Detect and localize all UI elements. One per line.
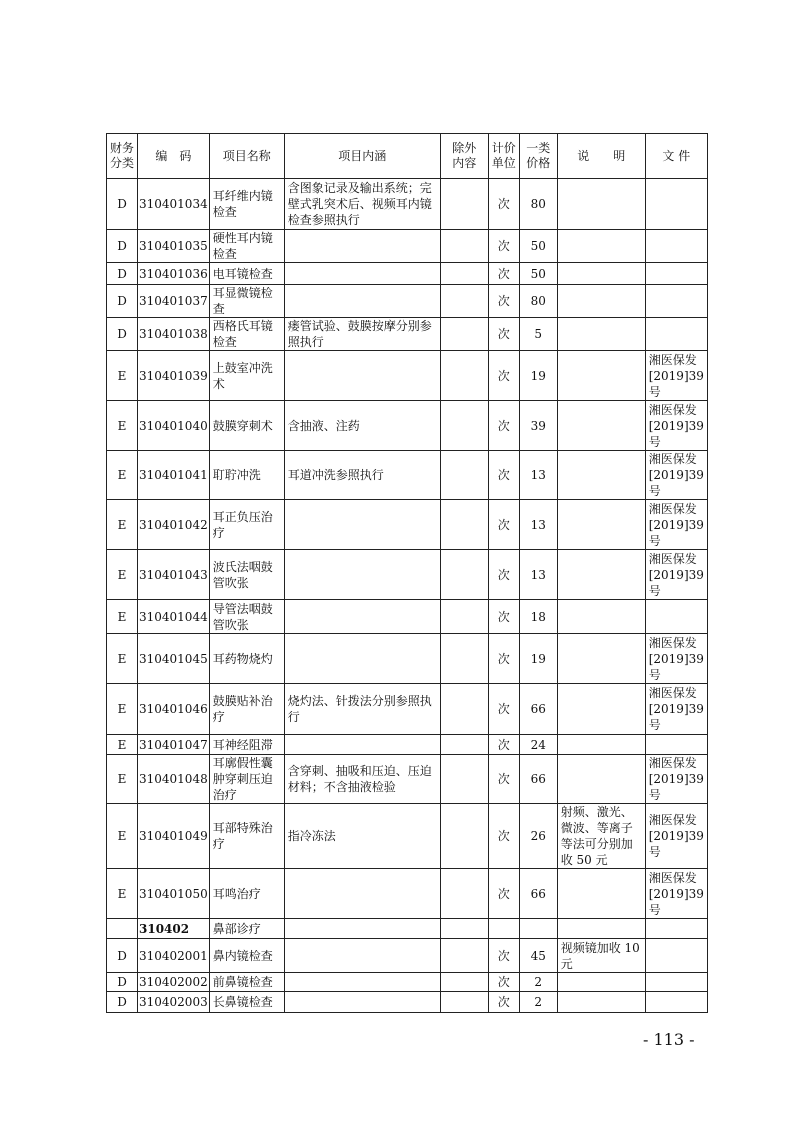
item-content-cell: [284, 634, 440, 684]
notes-cell: [557, 550, 645, 600]
notes-cell: [557, 973, 645, 992]
table-row: [107, 804, 708, 869]
unit-cell: 次: [488, 684, 519, 735]
table-row: [107, 869, 708, 919]
category-cell: D: [107, 992, 138, 1013]
notes-cell: [557, 230, 645, 263]
exclusions-cell: [440, 263, 488, 285]
unit-cell: 次: [488, 600, 519, 634]
unit-cell: 次: [488, 939, 519, 973]
price-cell: 13: [519, 451, 557, 500]
document-cell: [645, 919, 707, 939]
item-content-cell: [284, 992, 440, 1013]
exclusions-cell: [440, 600, 488, 634]
exclusions-cell: [440, 939, 488, 973]
notes-cell: [557, 600, 645, 634]
category-cell: D: [107, 939, 138, 973]
exclusions-cell: [440, 550, 488, 600]
item-name-cell: 耳鸣治疗: [209, 869, 284, 919]
item-content-cell: [284, 973, 440, 992]
category-cell: E: [107, 804, 138, 869]
price-cell: 19: [519, 634, 557, 684]
unit-cell: 次: [488, 285, 519, 318]
category-cell: D: [107, 973, 138, 992]
code-cell: 310401045: [138, 634, 210, 684]
notes-cell: [557, 869, 645, 919]
price-cell: 26: [519, 804, 557, 869]
item-content-cell: [284, 939, 440, 973]
unit-cell: 次: [488, 869, 519, 919]
code-cell: 310401038: [138, 318, 210, 351]
category-cell: E: [107, 351, 138, 401]
exclusions-cell: [440, 735, 488, 755]
exclusions-cell: [440, 451, 488, 500]
item-content-cell: 烧灼法、针拨法分别参照执行: [284, 684, 440, 735]
document-cell: [645, 735, 707, 755]
price-cell: 80: [519, 179, 557, 230]
category-cell: D: [107, 263, 138, 285]
item-name-cell: 波氏法咽鼓管吹张: [209, 550, 284, 600]
item-name-cell: 耵聍冲洗: [209, 451, 284, 500]
exclusions-cell: [440, 285, 488, 318]
price-cell: 2: [519, 992, 557, 1013]
document-cell: 湘医保发[2019]39号: [645, 684, 707, 735]
code-cell: 310401042: [138, 500, 210, 550]
code-cell: 310401037: [138, 285, 210, 318]
unit-cell: 次: [488, 351, 519, 401]
item-content-cell: [284, 351, 440, 401]
exclusions-cell: [440, 179, 488, 230]
item-content-cell: [284, 600, 440, 634]
code-cell: 310401046: [138, 684, 210, 735]
code-cell: 310401049: [138, 804, 210, 869]
notes-cell: [557, 755, 645, 804]
document-cell: [645, 939, 707, 973]
table-row: [107, 318, 708, 351]
unit-cell: 次: [488, 500, 519, 550]
notes-cell: 视频镜加收 10 元: [557, 939, 645, 973]
document-cell: [645, 600, 707, 634]
header-unit: 计价 单位: [488, 134, 519, 179]
document-cell: 湘医保发[2019]39号: [645, 804, 707, 869]
document-cell: [645, 318, 707, 351]
notes-cell: [557, 179, 645, 230]
item-content-cell: [284, 500, 440, 550]
price-cell: 2: [519, 973, 557, 992]
category-cell: D: [107, 179, 138, 230]
document-cell: [645, 263, 707, 285]
unit-cell: 次: [488, 735, 519, 755]
table-row: [107, 550, 708, 600]
table-row: [107, 179, 708, 230]
price-table: [106, 133, 708, 1013]
price-cell: 45: [519, 939, 557, 973]
header-code: 编 码: [138, 134, 210, 179]
item-name-cell: 硬性耳内镜检查: [209, 230, 284, 263]
item-name-cell: 耳显微镜检查: [209, 285, 284, 318]
item-name-cell: 导管法咽鼓管吹张: [209, 600, 284, 634]
category-cell: E: [107, 500, 138, 550]
notes-cell: [557, 500, 645, 550]
table-row: [107, 600, 708, 634]
category-cell: E: [107, 401, 138, 451]
unit-cell: 次: [488, 550, 519, 600]
exclusions-cell: [440, 351, 488, 401]
notes-cell: [557, 684, 645, 735]
table-row: [107, 401, 708, 451]
item-content-cell: [284, 919, 440, 939]
item-name-cell: 鼻内镜检查: [209, 939, 284, 973]
item-name-cell: 长鼻镜检查: [209, 992, 284, 1013]
document-cell: 湘医保发[2019]39号: [645, 401, 707, 451]
notes-cell: [557, 919, 645, 939]
item-name-cell: 电耳镜检查: [209, 263, 284, 285]
category-cell: E: [107, 869, 138, 919]
exclusions-cell: [440, 684, 488, 735]
notes-cell: [557, 451, 645, 500]
table-header-row: [107, 134, 708, 179]
category-cell: [107, 919, 138, 939]
code-cell: 310401047: [138, 735, 210, 755]
item-name-cell: 耳药物烧灼: [209, 634, 284, 684]
table-row: [107, 992, 708, 1013]
document-cell: 湘医保发[2019]39号: [645, 634, 707, 684]
category-cell: E: [107, 634, 138, 684]
unit-cell: 次: [488, 263, 519, 285]
code-cell: 310401048: [138, 755, 210, 804]
table-row: [107, 939, 708, 973]
exclusions-cell: [440, 634, 488, 684]
document-cell: [645, 179, 707, 230]
item-content-cell: 含图象记录及输出系统；完壁式乳突术后、视频耳内镜检查参照执行: [284, 179, 440, 230]
table-row: [107, 285, 708, 318]
document-cell: 湘医保发[2019]39号: [645, 451, 707, 500]
category-cell: D: [107, 318, 138, 351]
table-row: [107, 451, 708, 500]
code-cell: 310401041: [138, 451, 210, 500]
table-row: [107, 684, 708, 735]
item-name-cell: 西格氏耳镜检查: [209, 318, 284, 351]
price-cell: [519, 919, 557, 939]
code-cell: 310401040: [138, 401, 210, 451]
notes-cell: [557, 351, 645, 401]
page-number: - 113 -: [643, 1030, 695, 1049]
price-cell: 39: [519, 401, 557, 451]
document-cell: 湘医保发[2019]39号: [645, 869, 707, 919]
item-content-cell: 耳道冲洗参照执行: [284, 451, 440, 500]
notes-cell: [557, 401, 645, 451]
exclusions-cell: [440, 869, 488, 919]
code-cell: 310402001: [138, 939, 210, 973]
price-cell: 66: [519, 684, 557, 735]
item-content-cell: 指冷冻法: [284, 804, 440, 869]
unit-cell: [488, 919, 519, 939]
table-row: [107, 755, 708, 804]
price-cell: 66: [519, 869, 557, 919]
unit-cell: 次: [488, 755, 519, 804]
item-name-cell: 耳纤维内镜检查: [209, 179, 284, 230]
item-name-cell: 鼓膜穿刺术: [209, 401, 284, 451]
exclusions-cell: [440, 401, 488, 451]
notes-cell: 射频、激光、微波、等离子等法可分别加收 50 元: [557, 804, 645, 869]
category-cell: E: [107, 684, 138, 735]
code-cell: 310402002: [138, 973, 210, 992]
category-cell: E: [107, 600, 138, 634]
header-price: 一类 价格: [519, 134, 557, 179]
item-content-cell: [284, 230, 440, 263]
header-exclusions: 除外 内容: [440, 134, 488, 179]
unit-cell: 次: [488, 401, 519, 451]
category-cell: E: [107, 735, 138, 755]
table-row: [107, 634, 708, 684]
item-content-cell: [284, 263, 440, 285]
item-name-cell: 耳廓假性囊肿穿刺压迫治疗: [209, 755, 284, 804]
header-item-content: 项目内涵: [284, 134, 440, 179]
item-content-cell: [284, 735, 440, 755]
table-row: [107, 500, 708, 550]
unit-cell: 次: [488, 973, 519, 992]
exclusions-cell: [440, 804, 488, 869]
item-name-cell: 前鼻镜检查: [209, 973, 284, 992]
category-cell: D: [107, 285, 138, 318]
notes-cell: [557, 318, 645, 351]
unit-cell: 次: [488, 451, 519, 500]
exclusions-cell: [440, 992, 488, 1013]
table-row: [107, 351, 708, 401]
code-cell: 310401039: [138, 351, 210, 401]
item-name-cell: 耳部特殊治疗: [209, 804, 284, 869]
category-cell: E: [107, 550, 138, 600]
exclusions-cell: [440, 318, 488, 351]
document-cell: [645, 992, 707, 1013]
item-content-cell: [284, 550, 440, 600]
item-name-cell: 耳神经阻滞: [209, 735, 284, 755]
unit-cell: 次: [488, 992, 519, 1013]
category-cell: E: [107, 451, 138, 500]
unit-cell: 次: [488, 230, 519, 263]
code-cell: 310401034: [138, 179, 210, 230]
notes-cell: [557, 992, 645, 1013]
header-category: 财务 分类: [107, 134, 138, 179]
exclusions-cell: [440, 973, 488, 992]
unit-cell: 次: [488, 804, 519, 869]
price-cell: 5: [519, 318, 557, 351]
table-row: [107, 973, 708, 992]
item-content-cell: [284, 285, 440, 318]
table-row: [107, 735, 708, 755]
item-content-cell: 瘘管试验、鼓膜按摩分别参照执行: [284, 318, 440, 351]
item-name-cell: 耳正负压治疗: [209, 500, 284, 550]
header-item-name: 项目名称: [209, 134, 284, 179]
price-cell: 66: [519, 755, 557, 804]
price-cell: 50: [519, 230, 557, 263]
price-cell: 18: [519, 600, 557, 634]
item-content-cell: 含抽液、注药: [284, 401, 440, 451]
code-cell: 310401035: [138, 230, 210, 263]
notes-cell: [557, 285, 645, 318]
exclusions-cell: [440, 500, 488, 550]
unit-cell: 次: [488, 634, 519, 684]
section-row: [107, 919, 708, 939]
item-name-cell: 上鼓室冲洗术: [209, 351, 284, 401]
code-cell: 310401043: [138, 550, 210, 600]
header-notes: 说 明: [557, 134, 645, 179]
exclusions-cell: [440, 230, 488, 263]
unit-cell: 次: [488, 179, 519, 230]
document-cell: 湘医保发[2019]39号: [645, 351, 707, 401]
document-cell: 湘医保发[2019]39号: [645, 500, 707, 550]
item-name-cell: 鼓膜贴补治疗: [209, 684, 284, 735]
document-cell: [645, 285, 707, 318]
item-name-cell: 鼻部诊疗: [209, 919, 284, 939]
header-document: 文 件: [645, 134, 707, 179]
exclusions-cell: [440, 919, 488, 939]
document-cell: [645, 973, 707, 992]
price-cell: 13: [519, 550, 557, 600]
price-cell: 19: [519, 351, 557, 401]
item-content-cell: [284, 869, 440, 919]
table-row: [107, 263, 708, 285]
exclusions-cell: [440, 755, 488, 804]
price-cell: 50: [519, 263, 557, 285]
document-cell: 湘医保发[2019]39号: [645, 755, 707, 804]
code-cell: 310402: [138, 919, 210, 939]
code-cell: 310402003: [138, 992, 210, 1013]
price-cell: 13: [519, 500, 557, 550]
notes-cell: [557, 735, 645, 755]
code-cell: 310401044: [138, 600, 210, 634]
code-cell: 310401050: [138, 869, 210, 919]
item-content-cell: 含穿刺、抽吸和压迫、压迫材料；不含抽液检验: [284, 755, 440, 804]
price-cell: 24: [519, 735, 557, 755]
document-cell: [645, 230, 707, 263]
code-cell: 310401036: [138, 263, 210, 285]
notes-cell: [557, 263, 645, 285]
table-row: [107, 230, 708, 263]
document-cell: 湘医保发[2019]39号: [645, 550, 707, 600]
category-cell: E: [107, 755, 138, 804]
notes-cell: [557, 634, 645, 684]
price-cell: 80: [519, 285, 557, 318]
unit-cell: 次: [488, 318, 519, 351]
category-cell: D: [107, 230, 138, 263]
